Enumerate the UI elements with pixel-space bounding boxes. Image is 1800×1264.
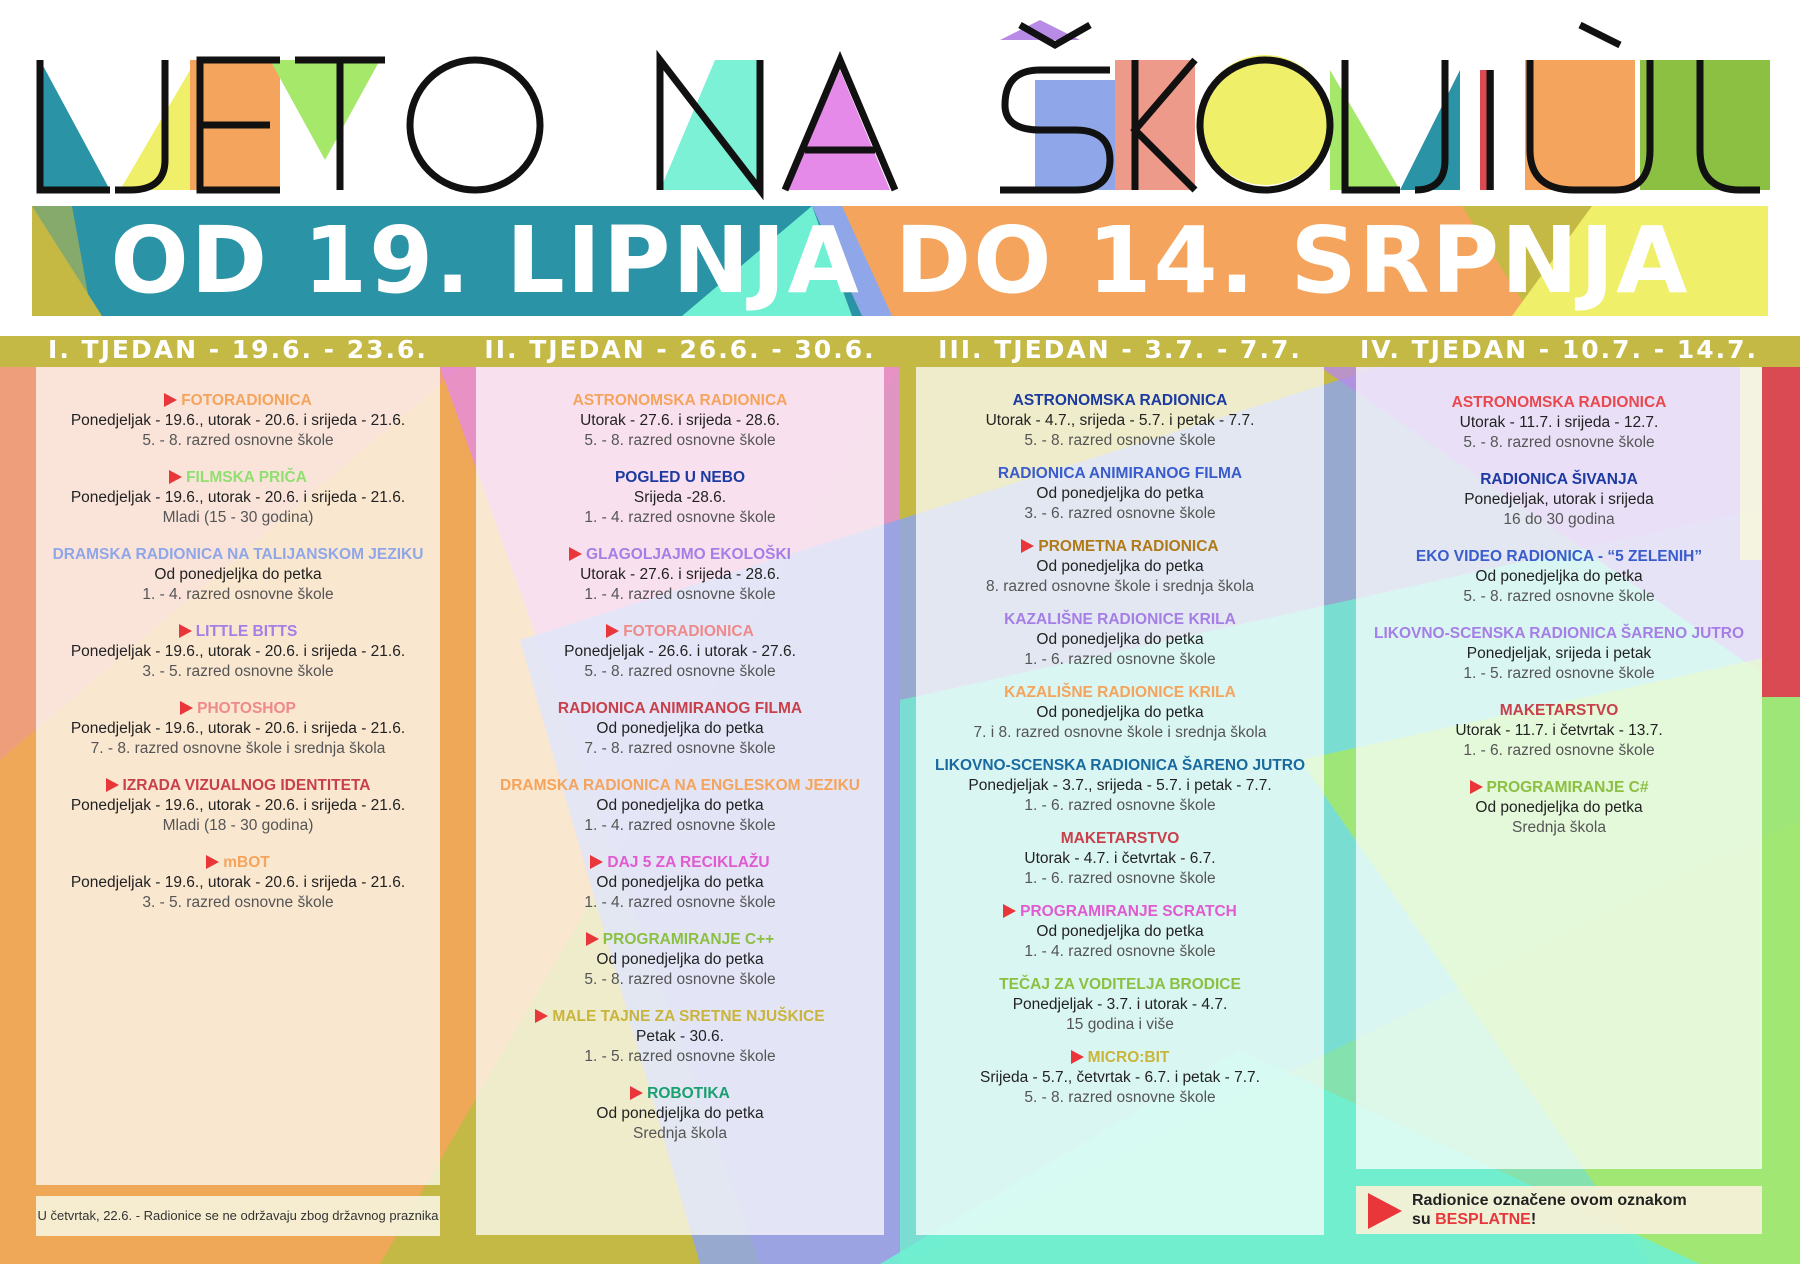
workshop-title: MICRO:BIT — [916, 1048, 1324, 1068]
workshop-title: FOTORADIONICA — [36, 391, 440, 411]
workshop-dates: Ponedjeljak - 19.6., utorak - 20.6. i srijeda - 21.6. — [70, 412, 406, 429]
workshop-entry — [476, 545, 884, 605]
workshop-group: 1. - 6. razred osnovne škole — [1024, 870, 1216, 887]
workshop-dates: Od ponedjeljka do petka — [596, 874, 764, 891]
workshop-dates: Ponedjeljak - 26.6. i utorak - 27.6. — [564, 643, 796, 660]
holiday-note: U četvrtak, 22.6. - Radionice se ne održavaju zbog državnog praznika — [36, 1196, 440, 1236]
workshop-title: DRAMSKA RADIONICA NA TALIJANSKOM JEZIKU — [52, 546, 424, 563]
week-4-heading: IV. TJEDAN - 10.7. - 14.7. — [1359, 335, 1758, 364]
workshop-title: PROGRAMIRANJE C++ — [476, 930, 884, 950]
free-marker-icon — [630, 1086, 643, 1100]
workshop-dates: Utorak - 27.6. i srijeda - 28.6. — [580, 566, 780, 583]
workshop-group: 7. - 8. razred osnovne škole i srednja škola — [90, 740, 386, 757]
workshop-entry — [1356, 470, 1762, 530]
free-marker-icon — [179, 624, 192, 638]
workshop-title: LITTLE BITTS — [36, 622, 440, 642]
workshop-group: 1. - 6. razred osnovne škole — [1024, 651, 1216, 668]
workshop-dates: Utorak - 11.7. i četvrtak - 13.7. — [1455, 722, 1663, 739]
dates-text: OD 19. LIPNJA DO 14. SRPNJA — [110, 207, 1690, 314]
workshop-group: 5. - 8. razred osnovne škole — [1024, 432, 1216, 449]
workshop-title: PROGRAMIRANJE C# — [1356, 778, 1762, 798]
workshop-group: 1. - 5. razred osnovne škole — [1463, 665, 1655, 682]
workshop-title: mBOT — [36, 853, 440, 873]
workshop-entry — [1356, 624, 1762, 684]
free-marker-icon — [586, 932, 599, 946]
workshop-entry — [476, 468, 884, 528]
workshop-title: DRAMSKA RADIONICA NA ENGLESKOM JEZIKU — [500, 777, 860, 794]
workshop-dates: Petak - 30.6. — [636, 1028, 724, 1045]
workshop-dates: Od ponedjeljka do petka — [1475, 799, 1643, 816]
workshop-group: 3. - 6. razred osnovne škole — [1024, 505, 1216, 522]
workshop-entry — [916, 464, 1324, 524]
free-marker-icon — [590, 855, 603, 869]
workshop-title: MAKETARSTVO — [1499, 702, 1619, 719]
workshop-dates: Od ponedjeljka do petka — [1036, 923, 1204, 940]
workshop-entry — [1356, 701, 1762, 761]
workshop-title: ROBOTIKA — [476, 1084, 884, 1104]
workshop-title: MAKETARSTVO — [1060, 830, 1180, 847]
workshop-entry — [36, 545, 440, 605]
free-marker-icon — [1071, 1050, 1084, 1064]
free-marker-icon — [1021, 539, 1034, 553]
workshop-entry — [1356, 547, 1762, 607]
workshop-group: 15 godina i više — [1066, 1016, 1174, 1033]
workshop-title: DAJ 5 ZA RECIKLAŽU — [476, 853, 884, 873]
week-2-list — [476, 367, 884, 1161]
week-1-list — [36, 367, 440, 930]
free-marker-icon — [180, 701, 193, 715]
free-marker-icon — [106, 778, 119, 792]
free-marker-icon — [169, 470, 182, 484]
workshop-dates: Ponedjeljak - 19.6., utorak - 20.6. i srijeda - 21.6. — [70, 797, 406, 814]
workshop-title: KAZALIŠNE RADIONICE KRILA — [1004, 684, 1236, 701]
workshop-group: 5. - 8. razred osnovne škole — [584, 432, 776, 449]
workshop-dates: Ponedjeljak, srijeda i petak — [1466, 645, 1652, 662]
workshop-group: 5. - 8. razred osnovne škole — [584, 663, 776, 680]
week-3-heading: III. TJEDAN - 3.7. - 7.7. — [938, 335, 1302, 364]
dates-band — [32, 206, 1768, 316]
workshop-dates: Utorak - 4.7., srijeda - 5.7. i petak - 7.7. — [985, 412, 1255, 429]
workshop-group: 1. - 4. razred osnovne škole — [584, 509, 776, 526]
workshop-dates: Ponedjeljak - 19.6., utorak - 20.6. i srijeda - 21.6. — [70, 643, 406, 660]
workshop-group: 1. - 6. razred osnovne škole — [1024, 797, 1216, 814]
poster-title — [0, 10, 1800, 200]
workshop-title: EKO VIDEO RADIONICA - “5 ZELENIH” — [1415, 548, 1703, 565]
workshop-entry — [916, 610, 1324, 670]
workshop-title: RADIONICA ŠIVANJA — [1480, 471, 1638, 488]
workshop-dates: Od ponedjeljka do petka — [596, 951, 764, 968]
workshop-title: KAZALIŠNE RADIONICE KRILA — [1004, 611, 1236, 628]
workshop-group: 1. - 4. razred osnovne škole — [584, 586, 776, 603]
workshop-group: 3. - 5. razred osnovne škole — [142, 894, 334, 911]
workshop-title: IZRADA VIZUALNOG IDENTITETA — [36, 776, 440, 796]
workshop-dates: Od ponedjeljka do petka — [1475, 568, 1643, 585]
workshop-title: PROMETNA RADIONICA — [916, 537, 1324, 557]
workshop-group: 5. - 8. razred osnovne škole — [1463, 434, 1655, 451]
free-marker-icon — [1003, 904, 1016, 918]
workshop-title: ASTRONOMSKA RADIONICA — [1451, 394, 1667, 411]
week-3-list — [916, 367, 1324, 1121]
workshop-entry — [1356, 778, 1762, 838]
workshop-entry — [916, 756, 1324, 816]
workshop-entry — [916, 537, 1324, 597]
workshop-dates: Utorak - 4.7. i četvrtak - 6.7. — [1024, 850, 1216, 867]
workshop-group: 7. i 8. razred osnovne škole i srednja škola — [973, 724, 1267, 741]
workshop-dates: Utorak - 11.7. i srijeda - 12.7. — [1459, 414, 1659, 431]
workshop-dates: Od ponedjeljka do petka — [596, 797, 764, 814]
free-marker-icon — [1368, 1193, 1402, 1229]
title-text: LJETO NA ŠKOLJIĆU — [900, 195, 910, 196]
workshop-title: RADIONICA ANIMIRANOG FILMA — [557, 700, 803, 717]
free-marker-icon — [606, 624, 619, 638]
workshop-entry — [36, 853, 440, 913]
workshop-title: MALE TAJNE ZA SRETNE NJUŠKICE — [476, 1007, 884, 1027]
workshop-entry — [36, 468, 440, 528]
workshop-group: 5. - 8. razred osnovne škole — [1463, 588, 1655, 605]
workshop-entry — [916, 902, 1324, 962]
workshop-entry — [916, 829, 1324, 889]
workshop-title: PROGRAMIRANJE SCRATCH — [916, 902, 1324, 922]
workshop-group: 5. - 8. razred osnovne škole — [1024, 1089, 1216, 1106]
workshop-dates: Od ponedjeljka do petka — [1036, 485, 1204, 502]
workshop-entry — [476, 1007, 884, 1067]
workshop-dates: Ponedjeljak - 3.7., srijeda - 5.7. i petak - 7.7. — [968, 777, 1272, 794]
free-legend — [1356, 1186, 1762, 1234]
workshop-group: 1. - 4. razred osnovne škole — [142, 586, 334, 603]
workshop-group: 8. razred osnovne škole i srednja škola — [986, 578, 1254, 595]
workshop-entry — [476, 853, 884, 913]
week-1-heading: I. TJEDAN - 19.6. - 23.6. — [48, 335, 428, 364]
workshop-group: 1. - 4. razred osnovne škole — [584, 817, 776, 834]
workshop-title: LIKOVNO-SCENSKA RADIONICA ŠARENO JUTRO — [934, 757, 1305, 774]
workshop-entry — [36, 699, 440, 759]
workshop-group: 7. - 8. razred osnovne škole — [584, 740, 776, 757]
week-4-list — [1356, 367, 1762, 855]
workshop-title: FOTORADIONICA — [476, 622, 884, 642]
free-marker-icon — [1470, 780, 1483, 794]
workshop-dates: Od ponedjeljka do petka — [1036, 631, 1204, 648]
workshop-title: RADIONICA ANIMIRANOG FILMA — [997, 465, 1243, 482]
workshop-group: 5. - 8. razred osnovne škole — [584, 971, 776, 988]
workshop-dates: Od ponedjeljka do petka — [596, 720, 764, 737]
workshop-entry — [1356, 393, 1762, 453]
workshop-dates: Od ponedjeljka do petka — [154, 566, 322, 583]
workshop-entry — [36, 622, 440, 682]
workshop-dates: Utorak - 27.6. i srijeda - 28.6. — [580, 412, 780, 429]
workshop-dates: Ponedjeljak - 3.7. i utorak - 4.7. — [1012, 996, 1228, 1013]
workshop-title: TEČAJ ZA VODITELJA BRODICE — [999, 976, 1241, 993]
free-marker-icon — [206, 855, 219, 869]
workshop-title: LIKOVNO-SCENSKA RADIONICA ŠARENO JUTRO — [1373, 625, 1744, 642]
workshop-entry — [36, 391, 440, 451]
workshop-title: ASTRONOMSKA RADIONICA — [1012, 392, 1228, 409]
workshop-dates: Srijeda -28.6. — [633, 489, 727, 506]
workshop-entry — [476, 776, 884, 836]
workshop-dates: Srijeda - 5.7., četvrtak - 6.7. i petak - 7.7. — [980, 1069, 1260, 1086]
workshop-dates: Od ponedjeljka do petka — [596, 1105, 764, 1122]
workshop-entry — [476, 1084, 884, 1144]
workshop-title: PHOTOSHOP — [36, 699, 440, 719]
workshop-entry — [916, 683, 1324, 743]
workshop-group: Srednja škola — [1512, 819, 1606, 836]
workshop-dates: Ponedjeljak - 19.6., utorak - 20.6. i srijeda - 21.6. — [70, 720, 406, 737]
workshop-entry — [36, 776, 440, 836]
workshop-title: POGLED U NEBO — [614, 469, 746, 486]
free-marker-icon — [569, 547, 582, 561]
workshop-dates: Od ponedjeljka do petka — [1036, 704, 1204, 721]
workshop-group: Srednja škola — [633, 1125, 727, 1142]
week-2-heading: II. TJEDAN - 26.6. - 30.6. — [484, 335, 876, 364]
workshop-group: Mladi (18 - 30 godina) — [162, 817, 314, 834]
workshop-title: FILMSKA PRIČA — [36, 468, 440, 488]
workshop-entry — [476, 391, 884, 451]
workshop-dates: Ponedjeljak, utorak i srijeda — [1464, 491, 1654, 508]
workshop-group: 1. - 4. razred osnovne škole — [1024, 943, 1216, 960]
workshop-group: 3. - 5. razred osnovne škole — [142, 663, 334, 680]
workshop-group: 16 do 30 godina — [1503, 511, 1615, 528]
workshop-entry — [476, 930, 884, 990]
workshop-title: GLAGOLJAJMO EKOLOŠKI — [476, 545, 884, 565]
workshop-entry — [476, 622, 884, 682]
workshop-group: 1. - 6. razred osnovne škole — [1463, 742, 1655, 759]
workshop-group: 5. - 8. razred osnovne škole — [142, 432, 334, 449]
workshop-entry — [916, 975, 1324, 1035]
free-marker-icon — [535, 1009, 548, 1023]
workshop-dates: Od ponedjeljka do petka — [1036, 558, 1204, 575]
workshop-title: ASTRONOMSKA RADIONICA — [572, 392, 788, 409]
workshop-entry — [916, 1048, 1324, 1108]
workshop-entry — [916, 391, 1324, 451]
workshop-group: 1. - 5. razred osnovne škole — [584, 1048, 776, 1065]
workshop-dates: Ponedjeljak - 19.6., utorak - 20.6. i srijeda - 21.6. — [70, 874, 406, 891]
legend-text: Radionice označene ovom oznakom su BESPLATNE! — [1412, 1192, 1687, 1228]
workshop-group: 1. - 4. razred osnovne škole — [584, 894, 776, 911]
workshop-group: Mladi (15 - 30 godina) — [162, 509, 314, 526]
workshop-entry — [476, 699, 884, 759]
workshop-dates: Ponedjeljak - 19.6., utorak - 20.6. i srijeda - 21.6. — [70, 489, 406, 506]
free-marker-icon — [164, 393, 177, 407]
